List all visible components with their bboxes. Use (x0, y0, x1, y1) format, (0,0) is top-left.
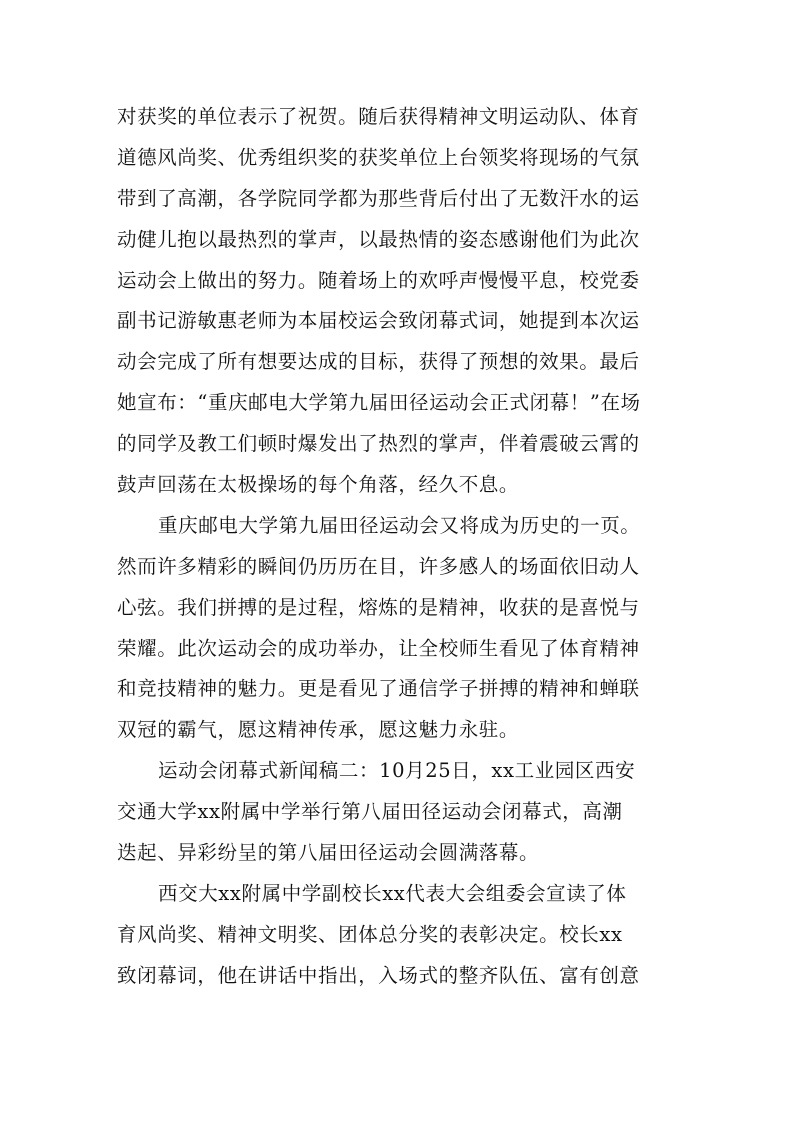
text-line: 育风尚奖、精神文明奖、团体总分奖的表彰决定。校长xx (117, 922, 623, 946)
text-line: 心弦。我们拼搏的是过程，熔炼的是精神，收获的是喜悦与 (117, 595, 640, 619)
paragraph-start-line: 西交大xx附属中学副校长xx代表大会组委会宣读了体 (158, 881, 627, 905)
text-line: 交通大学xx附属中学举行第八届田径运动会闭幕式，高潮 (117, 800, 623, 824)
text-line: 对获奖的单位表示了祝贺。随后获得精神文明运动队、体育 (117, 105, 640, 128)
text-line: 双冠的霸气，愿这精神传承，愿这魅力永驻。 (117, 718, 520, 742)
text-line: 动会完成了所有想要达成的目标，获得了预想的效果。最后 (117, 350, 640, 374)
text-line: 致闭幕词，他在讲话中指出，入场式的整齐队伍、富有创意 (117, 963, 640, 987)
text-line: 带到了高潮，各学院同学都为那些背后付出了无数汗水的运 (117, 186, 640, 210)
text-line: 副书记游敏惠老师为本届校运会致闭幕式词，她提到本次运 (117, 309, 640, 333)
text-line: 的同学及教工们顿时爆发出了热烈的掌声，伴着震破云霄的 (117, 432, 640, 456)
body-text (117, 97, 691, 997)
text-line: 道德风尚奖、优秀组织奖的获奖单位上台领奖将现场的气氛 (117, 145, 640, 169)
text-line: 荣耀。此次运动会的成功举办，让全校师生看见了体育精神 (117, 636, 640, 660)
text-line: 迭起、异彩纷呈的第八届田径运动会圆满落幕。 (117, 841, 540, 865)
text-line: 和竞技精神的魅力。更是看见了通信学子拼搏的精神和蝉联 (117, 677, 640, 701)
paragraph-start-line: 运动会闭幕式新闻稿二：10月25日，xx工业园区西安 (158, 759, 636, 783)
text-line: 动健儿抱以最热烈的掌声，以最热情的姿态感谢他们为此次 (117, 227, 640, 251)
paragraph-start-line: 重庆邮电大学第九届田径运动会又将成为历史的一页。 (158, 513, 641, 537)
text-line: 她宣布：“重庆邮电大学第九届田径运动会正式闭幕！”在场 (117, 391, 641, 415)
text-line: 运动会上做出的努力。随着场上的欢呼声慢慢平息，校党委 (117, 268, 640, 292)
text-line: 然而许多精彩的瞬间仍历历在目，许多感人的场面依旧动人 (117, 554, 640, 578)
text-line: 鼓声回荡在太极操场的每个角落，经久不息。 (117, 473, 520, 497)
